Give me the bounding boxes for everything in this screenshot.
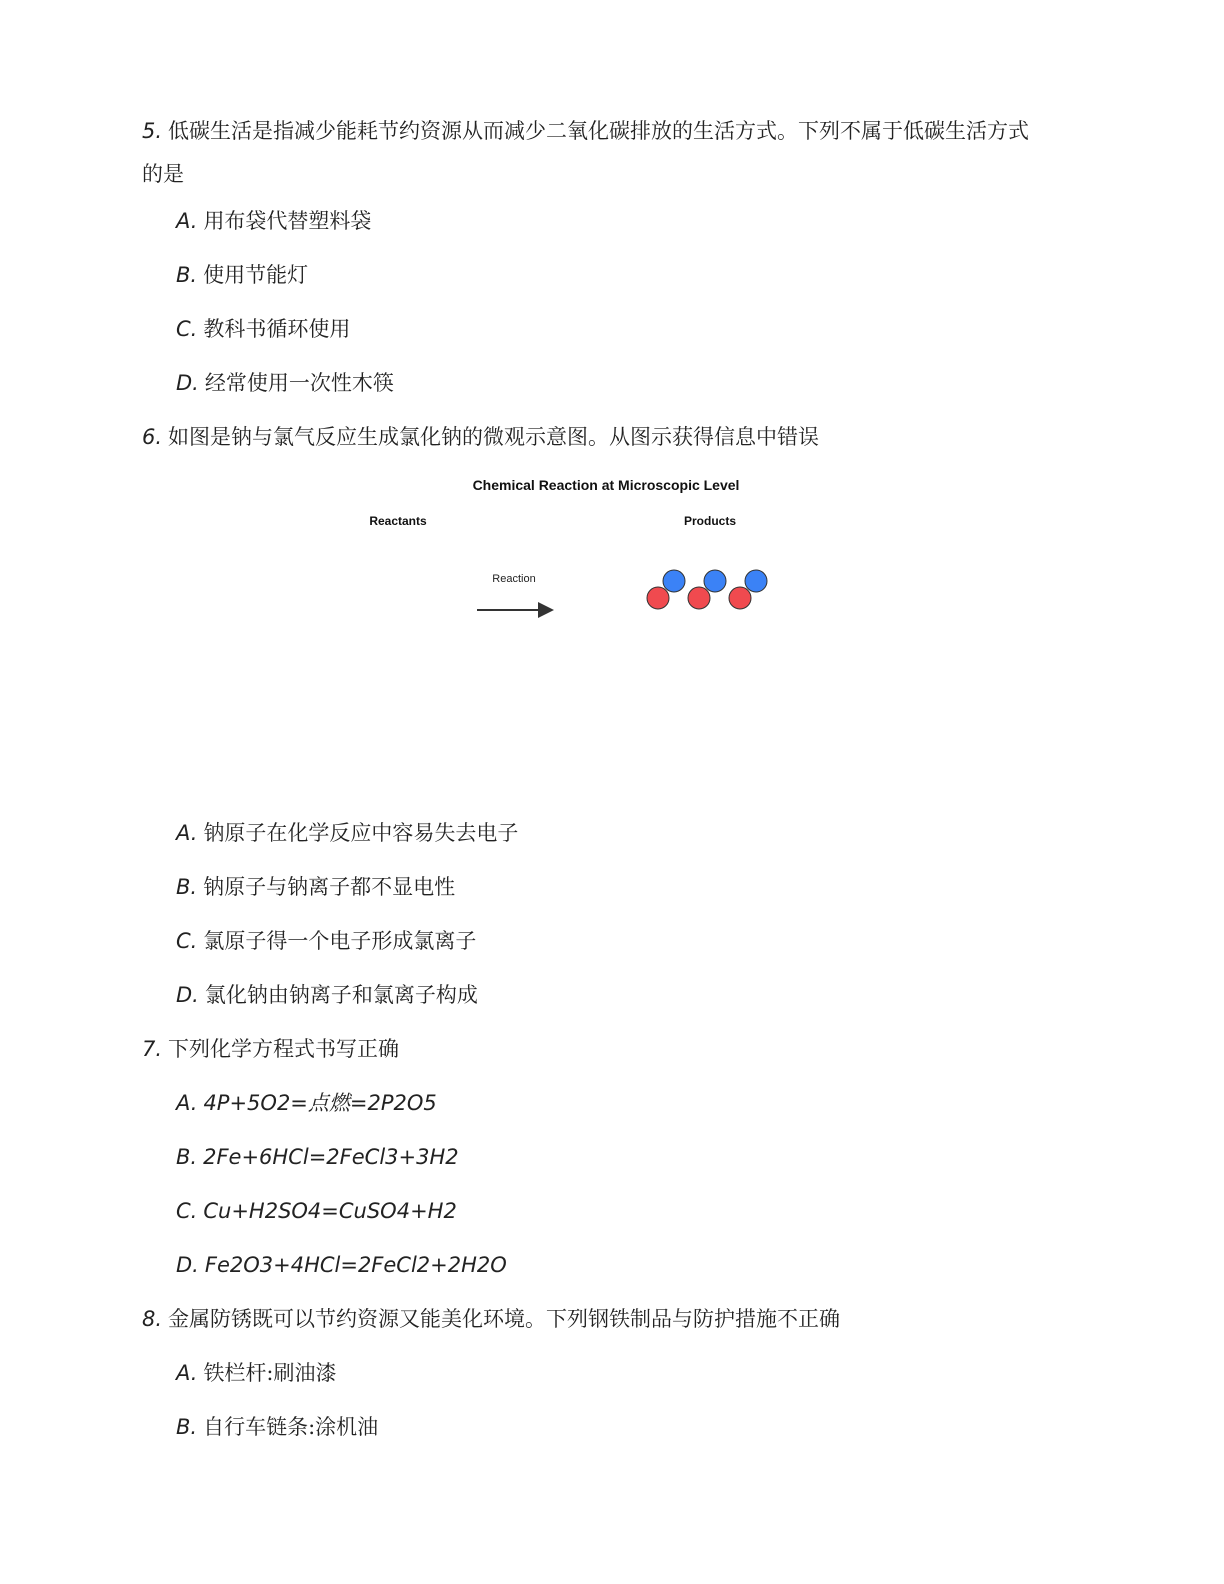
- question-6-option-b: [176, 872, 455, 902]
- option-text: 经常使用一次性木筷: [204, 371, 394, 395]
- question-7-option-d: [176, 1250, 507, 1280]
- option-letter: D.: [176, 1253, 199, 1277]
- product-atom-blue: [704, 570, 726, 592]
- product-atom-red: [647, 587, 669, 609]
- option-letter: A.: [176, 1091, 198, 1115]
- option-letter: D.: [176, 371, 199, 395]
- question-5-option-a: [176, 206, 371, 236]
- product-atom-blue: [663, 570, 685, 592]
- reaction-arrow-label: Reaction: [492, 573, 536, 585]
- question-5-stem-line1: [142, 116, 1029, 146]
- product-atom-blue: [745, 570, 767, 592]
- question-5-option-d: [176, 368, 394, 398]
- question-5-number: 5.: [142, 119, 163, 143]
- question-6-stem: [142, 422, 819, 452]
- option-letter: C.: [176, 1199, 198, 1223]
- option-formula: 2Fe+6HCl=2FeCl3+3H2: [203, 1145, 459, 1169]
- question-7-option-b: [176, 1142, 459, 1172]
- option-letter: B.: [176, 263, 198, 287]
- question-6-number: 6.: [142, 425, 163, 449]
- option-text: 铁栏杆:刷油漆: [203, 1361, 337, 1385]
- question-6-stem-text: 如图是钠与氯气反应生成氯化钠的微观示意图。从图示获得信息中错误: [168, 425, 820, 449]
- option-text: 自行车链条:涂机油: [203, 1415, 379, 1439]
- question-8-number: 8.: [142, 1307, 163, 1331]
- question-8-stem: [142, 1304, 840, 1334]
- question-7-number: 7.: [142, 1037, 163, 1061]
- option-letter: B.: [176, 875, 198, 899]
- option-letter: A.: [176, 1361, 198, 1385]
- option-text: 用布袋代替塑料袋: [203, 209, 372, 233]
- option-formula: 4P+5O2=点燃=2P2O5: [203, 1091, 437, 1115]
- question-8-option-b: [176, 1412, 378, 1442]
- question-7-option-a: [176, 1088, 437, 1118]
- option-letter: B.: [176, 1415, 198, 1439]
- question-5-stem-text: 低碳生活是指减少能耗节约资源从而减少二氧化碳排放的生活方式。下列不属于低碳生活方式: [168, 119, 1030, 143]
- option-text: 钠原子与钠离子都不显电性: [203, 875, 456, 899]
- option-letter: C.: [176, 317, 198, 341]
- option-text: 教科书循环使用: [203, 317, 351, 341]
- reaction-diagram-svg: [340, 470, 880, 730]
- question-8-stem-text: 金属防锈既可以节约资源又能美化环境。下列钢铁制品与防护措施不正确: [168, 1307, 841, 1331]
- option-text: 使用节能灯: [203, 263, 309, 287]
- question-5-option-c: [176, 314, 350, 344]
- option-letter: A.: [176, 209, 198, 233]
- question-5-stem-line2: 的是: [142, 162, 184, 186]
- option-letter: A.: [176, 821, 198, 845]
- question-7-option-c: [176, 1196, 457, 1226]
- question-7-stem: [142, 1034, 399, 1064]
- reactants-label: Reactants: [369, 514, 427, 528]
- product-atom-red: [688, 587, 710, 609]
- question-6-option-a: [176, 818, 518, 848]
- question-8-option-a: [176, 1358, 337, 1388]
- option-text: 氯原子得一个电子形成氯离子: [203, 929, 477, 953]
- option-letter: D.: [176, 983, 199, 1007]
- reaction-diagram: [340, 470, 880, 730]
- option-letter: B.: [176, 1145, 198, 1169]
- question-7-stem-text: 下列化学方程式书写正确: [168, 1037, 400, 1061]
- option-text: 钠原子在化学反应中容易失去电子: [203, 821, 519, 845]
- option-text: 氯化钠由钠离子和氯离子构成: [204, 983, 478, 1007]
- product-atom-red: [729, 587, 751, 609]
- question-6-option-c: [176, 926, 476, 956]
- option-letter: C.: [176, 929, 198, 953]
- diagram-title: Chemical Reaction at Microscopic Level: [472, 477, 740, 493]
- option-formula: Cu+H2SO4=CuSO4+H2: [203, 1199, 457, 1223]
- question-6-option-d: [176, 980, 478, 1010]
- question-5-option-b: [176, 260, 308, 290]
- option-formula: Fe2O3+4HCl=2FeCl2+2H2O: [204, 1253, 507, 1277]
- products-label: Products: [683, 514, 737, 528]
